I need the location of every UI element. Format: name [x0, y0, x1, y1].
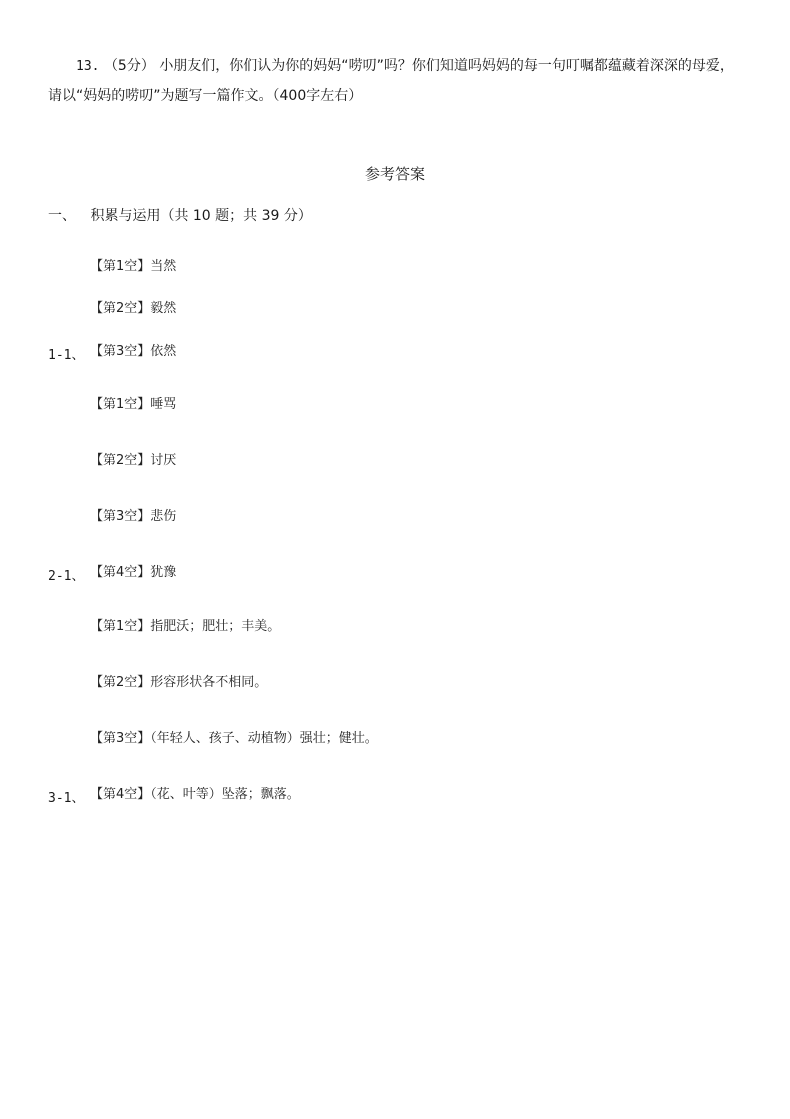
answer-item: 【第1空】唾骂: [90, 397, 177, 412]
answer-item: 【第4空】犹豫: [90, 565, 177, 580]
answer-item: 【第1空】当然: [90, 259, 177, 274]
group-label: 1-1、: [48, 348, 85, 363]
question-score: （5分）: [103, 58, 155, 74]
section-heading: [48, 205, 312, 225]
answer-title: 参考答案: [364, 165, 425, 183]
answer-item: 【第2空】形容形状各不相同。: [90, 675, 268, 690]
answer-item: 【第2空】讨厌: [90, 453, 177, 468]
section-index: 一、: [48, 208, 76, 224]
answer-item: 【第3空】（年轻人、孩子、动植物）强壮；健壮。: [90, 731, 378, 746]
question-text-line-1: 小朋友们，你们认为你的妈妈“唠叨”吗？你们知道吗妈妈的每一句叮嘱都蕴藏着深深的母爱，: [159, 58, 734, 74]
answer-item: 【第3空】悲伤: [90, 509, 177, 524]
question-line-1: [76, 56, 734, 77]
section-label: 积累与运用（共 10 题；共 39 分）: [90, 208, 312, 224]
group-label: 3-1、: [48, 791, 85, 806]
answer-item: 【第3空】依然: [90, 344, 177, 359]
answer-item: 【第1空】指肥沃；肥壮；丰美。: [90, 619, 281, 634]
group-label: 2-1、: [48, 569, 85, 584]
question-number: 13.: [76, 59, 100, 74]
answer-item: 【第2空】毅然: [90, 301, 177, 316]
question-text-line-2: 请以“妈妈的唠叨”为题写一篇作文。（400字左右）: [48, 88, 363, 104]
answer-item: 【第4空】（花、叶等）坠落；飘落。: [90, 787, 300, 802]
